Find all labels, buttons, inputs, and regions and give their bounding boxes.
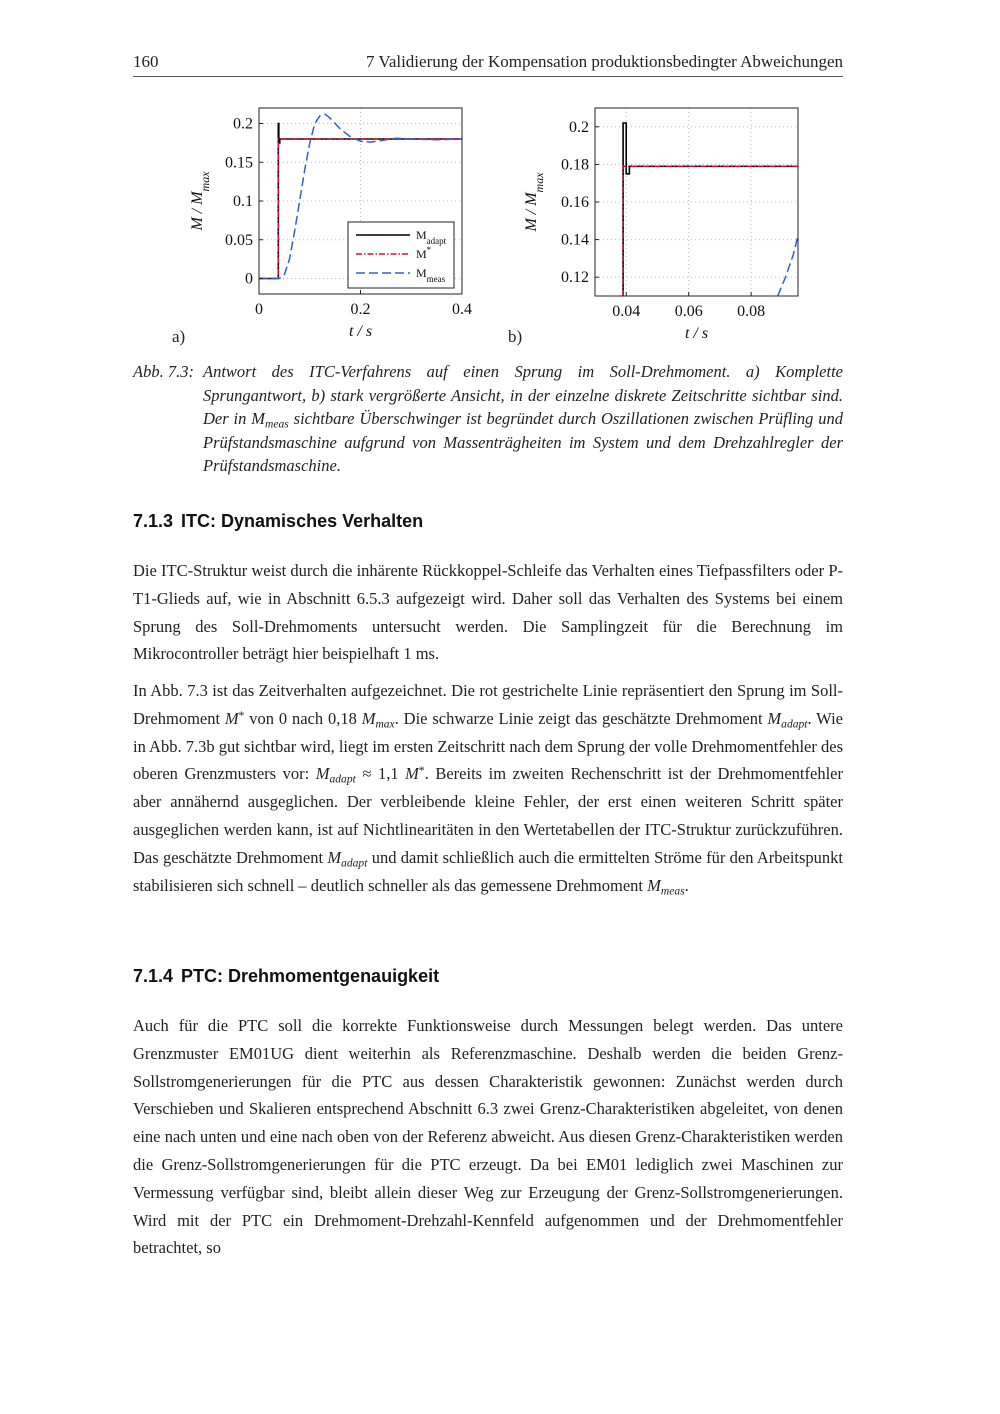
x-tick-label: 0.06 bbox=[674, 303, 703, 320]
section-heading-7-1-4: 7.1.4 PTC: Drehmomentgenauigkeit bbox=[133, 966, 440, 986]
x-tick-label: 0 bbox=[255, 301, 263, 318]
y-tick-label: 0.15 bbox=[225, 154, 253, 172]
y-tick-label: 0.12 bbox=[561, 269, 589, 287]
legend-label-superscript: * bbox=[426, 245, 432, 255]
caption-label: Abb. 7.3: bbox=[133, 362, 194, 381]
paragraph: In Abb. 7.3 ist das Zeitverhalten aufgezeichnet. Die rot gestrichelte Linie repräsentiert den Sprung im Soll-Drehmoment M* von 0 nach 0,18 $M_{max}$. Die schwarze Linie zeigt das geschätzte Drehmoment $M_{adapt}$. Wie in Abb. 7.3b gut sichtbar wird, liegt im ersten Zeitschritt nach dem Sprung der volle Drehmomentfehler des oberen Grenzmusters vor: $M_{adapt} \approx 1,1$ M*. Bereits im zweiten Rechenschritt ist der Drehmomentfehler aber annähernd ausgeglichen. Der verbleibende kleine Fehler, der erst einen weiteren Schritt später ausgeglichen werden kann, ist auf Nichtlinearitäten in den Wertetabellen der ITC-Struktur zurückzuführen. Das geschätzte Drehmoment $M_{adapt}$ und damit schließlich auch die ermittelten Ströme für den Arbeitspunkt stabilisieren sich schnell – deutlich schneller als das gemessene Drehmoment $M_{meas}$. bbox=[133, 681, 843, 898]
y-tick-label: 0.16 bbox=[561, 194, 589, 211]
caption-text: Antwort des ITC-Verfahrens auf einen Sprung im Soll-Drehmoment. a) Komplette Sprungantwort, b) stark vergrößerte Ansicht, in der einzelne diskrete Zeitschritte sichtbar sind. Der in $M_{meas}$ sichtbare Überschwinger ist begründet durch Oszillationen zwischen Prüfling und Prüfstandsmaschine aufgrund von Massenträgheiten im System und dem Drehzahlregler der Prüfstandsmaschine. bbox=[203, 362, 843, 476]
y-axis-label: M / $M_{max}$ bbox=[189, 171, 212, 231]
page-number: 160 bbox=[133, 52, 159, 71]
x-tick-label: 0.2 bbox=[350, 301, 371, 318]
x-tick-label: 0.4 bbox=[452, 301, 472, 318]
y-tick-label: 0.18 bbox=[561, 156, 589, 174]
chart-a-step-response bbox=[180, 98, 480, 348]
x-axis-label: t / s bbox=[348, 323, 373, 340]
legend-label: $M_{adapt}$ bbox=[416, 228, 447, 246]
chart-b-zoomed-view bbox=[520, 98, 820, 348]
figure-caption bbox=[133, 360, 843, 478]
legend-label: M* bbox=[416, 245, 432, 261]
y-tick-label: 0.2 bbox=[233, 115, 253, 133]
x-tick-label: 0.04 bbox=[612, 303, 641, 320]
y-tick-label: 0.2 bbox=[569, 118, 589, 136]
x-tick-label: 0.08 bbox=[737, 303, 766, 320]
panel-b-label: b) bbox=[508, 327, 523, 346]
legend-label: $M_{meas}$ bbox=[416, 266, 446, 284]
y-tick-label: 0.14 bbox=[561, 231, 589, 249]
legend-label-subscript: adapt bbox=[426, 236, 447, 246]
section-heading-7-1-3: 7.1.3 ITC: Dynamisches Verhalten bbox=[133, 511, 424, 531]
y-tick-label: 0 bbox=[245, 270, 253, 288]
y-axis-label: M / $M_{max}$ bbox=[523, 172, 546, 232]
running-header bbox=[133, 50, 843, 77]
panel-a-label: a) bbox=[172, 327, 186, 346]
y-axis-label-subscript: max bbox=[532, 172, 546, 193]
y-tick-label: 0.05 bbox=[225, 231, 253, 249]
paragraph: Die ITC-Struktur weist durch die inhärente Rückkoppel-Schleife das Verhalten eines Tiefpassfilters oder P-T1-Glieds auf, wie in Abschnitt 6.5.3 aufgezeigt wird. Daher soll das Verhalten des Systems bei einem Sprung des Soll-Drehmoments untersucht werden. Die Samplingzeit für die Berechnung im Mikrocontroller beträgt hier beispielhaft 1 ms. bbox=[133, 561, 843, 664]
legend-label-subscript: meas bbox=[426, 274, 446, 284]
x-axis-label: t / s bbox=[684, 325, 709, 342]
y-tick-label: 0.1 bbox=[233, 193, 253, 210]
chapter-title: 7 Validierung der Kompensation produktionsbedingter Abweichungen bbox=[365, 52, 843, 71]
y-axis-label-subscript: max bbox=[198, 171, 212, 192]
paragraph: Auch für die PTC soll die korrekte Funktionsweise durch Messungen belegt werden. Das untere Grenzmuster EM01UG dient weiterhin als Referenzmaschine. Deshalb werden die beiden Grenz-Sollstromgenerierungen für die PTC aus dessen Charakteristik gewonnen: Zunächst werden durch Verschieben und Skalieren entsprechend Abschnitt 6.3 zwei Grenz-Charakteristiken abgeleitet, von denen eine nach unten und eine nach oben von der Referenz abweicht. Aus diesen Grenz-Charakteristiken werden die Grenz-Sollstromgenerierungen für die PTC erzeugt. Da bei EM01 lediglich zwei Maschinen zur Vermessung verfügbar sind, bleibt allein dieser Weg zur Erzeugung der Grenz-Sollstromgenerierungen. Wird mit der PTC ein Drehmoment-Drehzahl-Kennfeld aufgenommen und der Drehmomentfehler betrachtet, so bbox=[133, 1016, 843, 1258]
